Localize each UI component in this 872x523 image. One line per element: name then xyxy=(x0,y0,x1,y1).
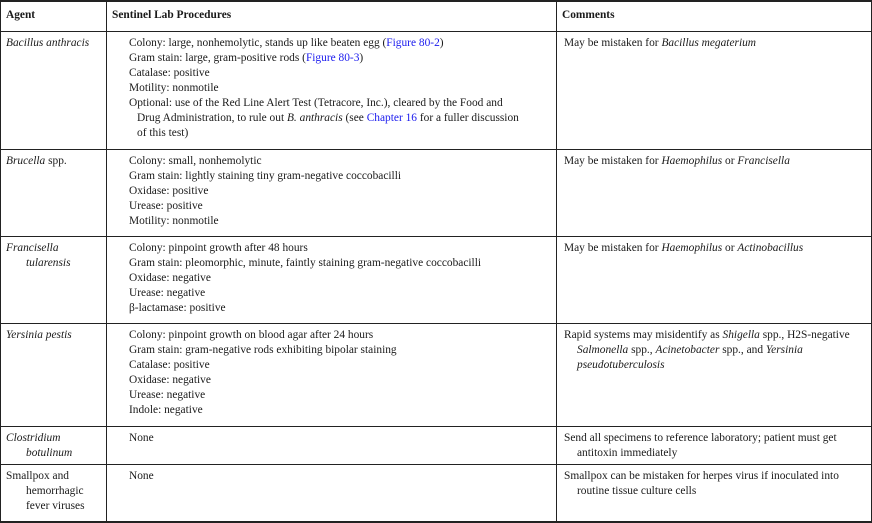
comment-text: May be mistaken for Bacillus megaterium xyxy=(564,37,757,49)
header-row xyxy=(1,1,872,32)
procedure-line: Catalase: positive xyxy=(129,67,210,79)
procedure-line: Gram stain: lightly staining tiny gram-negative coccobacilli xyxy=(129,170,402,182)
comments-cell xyxy=(557,237,872,324)
chapter-link[interactable]: Chapter 16 xyxy=(366,112,417,124)
agent-name: Smallpox and xyxy=(6,470,69,482)
agent-name: Francisella xyxy=(6,242,59,254)
procedure-line: Urease: negative xyxy=(129,287,206,299)
comments-cell xyxy=(557,150,872,237)
procedures-cell xyxy=(107,150,557,237)
procedure-line: Colony: pinpoint growth after 48 hours xyxy=(129,242,308,254)
agent-name: Brucella spp. xyxy=(6,155,67,167)
procedure-line: None xyxy=(129,432,154,444)
procedure-line: Gram stain: pleomorphic, minute, faintly staining gram-negative coccobacilli xyxy=(129,257,482,269)
procedures-cell xyxy=(107,237,557,324)
table-row xyxy=(1,150,872,237)
agent-cell xyxy=(1,150,107,237)
header-comments: Comments xyxy=(557,1,872,32)
comment-text: Rapid systems may misidentify as Shigella spp., H2S-negative Salmonella spp., Acinetobacter spp., and Yersinia pseudotuberculosis xyxy=(564,329,850,371)
comment-text: May be mistaken for Haemophilus or Actinobacillus xyxy=(564,242,804,254)
procedure-line: Motility: nonmotile xyxy=(129,82,219,94)
agent-cell xyxy=(1,237,107,324)
agent-name-cont: hemorrhagic xyxy=(26,485,84,497)
table-row xyxy=(1,32,872,150)
comment-text: Smallpox can be mistaken for herpes virus if inoculated into routine tissue culture cells xyxy=(564,470,839,497)
header-procedures: Sentinel Lab Procedures xyxy=(107,1,557,32)
procedure-line: Urease: negative xyxy=(129,389,206,401)
procedure-line: Gram stain: large, gram-positive rods (Figure 80-3) xyxy=(129,52,364,64)
table-row xyxy=(1,324,872,427)
comment-text: May be mistaken for Haemophilus or Francisella xyxy=(564,155,790,167)
procedure-line: None xyxy=(129,470,154,482)
comments-cell xyxy=(557,427,872,465)
figure-link[interactable]: Figure 80-2 xyxy=(386,37,440,49)
agent-name: Yersinia pestis xyxy=(6,329,72,341)
procedure-line: Colony: large, nonhemolytic, stands up like beaten egg (Figure 80-2) xyxy=(129,37,444,49)
procedure-line: Optional: use of the Red Line Alert Test (Tetracore, Inc.), cleared by the Food and Drug Administration, to rule out B. anthracis (see Chapter 16 for a fuller discussion of this test) xyxy=(129,97,519,139)
agent-name-cont: botulinum xyxy=(26,447,73,459)
procedures-cell xyxy=(107,465,557,522)
procedures-cell xyxy=(107,427,557,465)
header-agent: Agent xyxy=(1,1,107,32)
figure-link[interactable]: Figure 80-3 xyxy=(305,52,360,64)
agent-name: Bacillus anthracis xyxy=(6,37,90,49)
procedures-cell xyxy=(107,324,557,427)
procedure-line: β-lactamase: positive xyxy=(129,302,226,314)
agent-cell xyxy=(1,465,107,522)
procedure-line: Gram stain: gram-negative rods exhibiting bipolar staining xyxy=(129,344,397,356)
agent-cell xyxy=(1,427,107,465)
agent-cell xyxy=(1,32,107,150)
agent-name-cont: fever viruses xyxy=(26,500,85,512)
table-row xyxy=(1,427,872,465)
procedures-cell xyxy=(107,32,557,150)
procedure-line: Oxidase: negative xyxy=(129,272,211,284)
procedure-line: Urease: positive xyxy=(129,200,203,212)
comments-cell xyxy=(557,32,872,150)
agent-cell xyxy=(1,324,107,427)
procedure-line: Colony: pinpoint growth on blood agar after 24 hours xyxy=(129,329,374,341)
comments-cell xyxy=(557,324,872,427)
procedure-line: Colony: small, nonhemolytic xyxy=(129,155,262,167)
procedure-line: Oxidase: positive xyxy=(129,185,209,197)
agent-name-cont: tularensis xyxy=(26,257,71,269)
procedure-line: Catalase: positive xyxy=(129,359,210,371)
table-row xyxy=(1,237,872,324)
procedure-line: Indole: negative xyxy=(129,404,203,416)
procedure-line: Motility: nonmotile xyxy=(129,215,219,227)
table-row xyxy=(1,465,872,522)
comment-text: Send all specimens to reference laboratory; patient must get antitoxin immediately xyxy=(564,432,837,459)
comments-cell xyxy=(557,465,872,522)
procedure-line: Oxidase: negative xyxy=(129,374,211,386)
agent-name: Clostridium xyxy=(6,432,61,444)
